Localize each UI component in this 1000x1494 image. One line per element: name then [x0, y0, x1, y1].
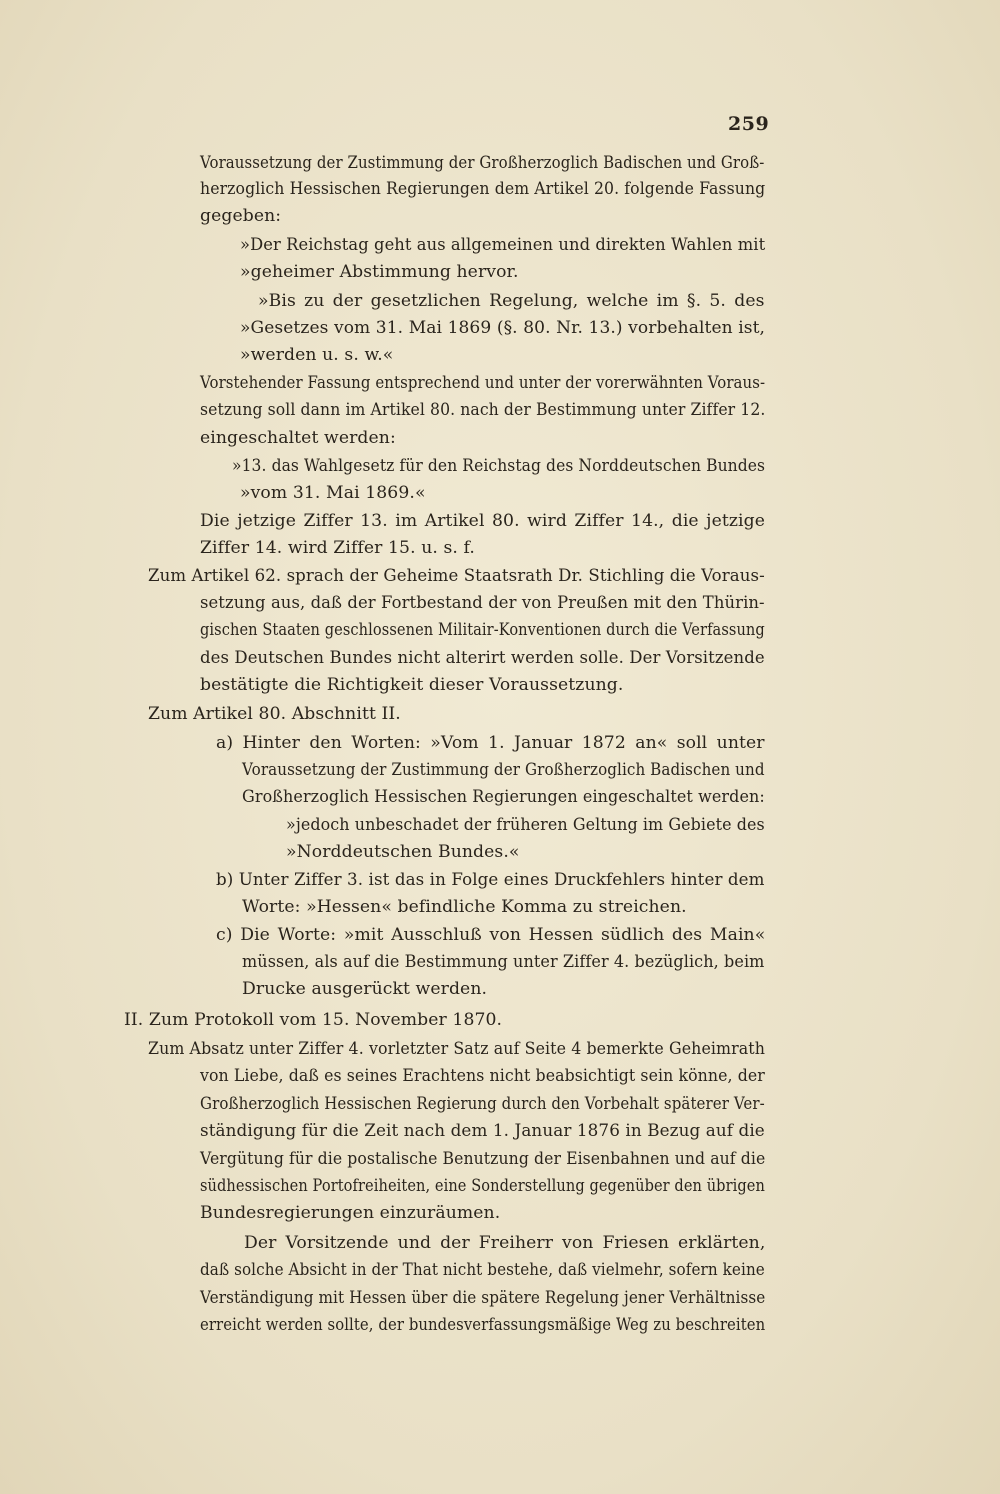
text-line: Die jetzige Ziffer 13. im Artikel 80. wird Ziffer 14., die jetzige — [200, 511, 765, 531]
text-line: Verständigung mit Hessen über die spätere Regelung jener Verhältnisse — [200, 1288, 766, 1308]
text-line: eingeschaltet werden: — [200, 428, 396, 448]
text-line: c) Die Worte: »mit Ausschluß von Hessen südlich des Main« — [216, 925, 766, 945]
text-line: »Norddeutschen Bundes.« — [286, 842, 520, 862]
text-line: Worte: »Hessen« befindliche Komma zu streichen. — [242, 897, 687, 917]
text-line: südhessischen Portofreiheiten, eine Sonderstellung gegenüber den übrigen — [200, 1176, 765, 1196]
text-line: gegeben: — [200, 206, 282, 226]
text-line: »Bis zu der gesetzlichen Regelung, welche im §. 5. des — [258, 291, 765, 311]
text-line: »13. das Wahlgesetz für den Reichstag des Norddeutschen Bundes — [232, 456, 766, 476]
text-line: müssen, als auf die Bestimmung unter Ziffer 4. bezüglich, beim — [242, 952, 765, 972]
text-line: Vergütung für die postalische Benutzung der Eisenbahnen und auf die — [200, 1149, 766, 1169]
text-line: Voraussetzung der Zustimmung der Großherzoglich Badischen und Groß- — [200, 153, 765, 173]
text-line: »Der Reichstag geht aus allgemeinen und direkten Wahlen mit — [240, 235, 766, 255]
text-line: von Liebe, daß es seines Erachtens nicht beabsichtigt sein könne, der — [200, 1066, 765, 1086]
text-line: Großherzoglich Hessischen Regierung durch den Vorbehalt späterer Ver- — [200, 1094, 765, 1114]
text-line: daß solche Absicht in der That nicht bestehe, daß vielmehr, sofern keine — [200, 1260, 765, 1280]
text-line: »werden u. s. w.« — [240, 345, 394, 365]
text-line: Der Vorsitzende und der Freiherr von Friesen erklärten, — [244, 1233, 766, 1253]
text-line: Ziffer 14. wird Ziffer 15. u. s. f. — [200, 538, 475, 558]
text-line: gischen Staaten geschlossenen Militair-Konventionen durch die Verfassung — [200, 620, 765, 640]
text-line: Drucke ausgerückt werden. — [242, 979, 488, 999]
text-line: »Gesetzes vom 31. Mai 1869 (§. 80. Nr. 13.) vorbehalten ist, — [240, 318, 766, 338]
text-line: Zum Absatz unter Ziffer 4. vorletzter Satz auf Seite 4 bemerkte Geheimrath — [148, 1039, 766, 1059]
text-line: »geheimer Abstimmung hervor. — [240, 262, 519, 282]
text-line: des Deutschen Bundes nicht alterirt werden solle. Der Vorsitzende — [200, 648, 765, 668]
text-line: setzung soll dann im Artikel 80. nach der Bestimmung unter Ziffer 12. — [200, 400, 766, 420]
text-line: bestätigte die Richtigkeit dieser Voraussetzung. — [200, 675, 624, 695]
text-line: Zum Artikel 62. sprach der Geheime Staatsrath Dr. Stichling die Voraus- — [148, 566, 765, 586]
text-line: »vom 31. Mai 1869.« — [240, 483, 426, 503]
text-line: Zum Artikel 80. Abschnitt II. — [148, 704, 401, 724]
page-number: 259 — [728, 113, 770, 135]
text-line: b) Unter Ziffer 3. ist das in Folge eines Druckfehlers hinter dem — [216, 870, 765, 890]
text-line: herzoglich Hessischen Regierungen dem Artikel 20. folgende Fassung — [200, 179, 766, 199]
text-line: erreicht werden sollte, der bundesverfassungsmäßige Weg zu beschreiten — [200, 1315, 766, 1335]
text-line: Voraussetzung der Zustimmung der Großherzoglich Badischen und — [242, 760, 765, 780]
text-line: a) Hinter den Worten: »Vom 1. Januar 1872 an« soll unter — [216, 733, 765, 753]
text-line: setzung aus, daß der Fortbestand der von Preußen mit den Thürin- — [200, 593, 765, 613]
section-heading: II. Zum Protokoll vom 15. November 1870. — [124, 1010, 503, 1030]
text-line: ständigung für die Zeit nach dem 1. Januar 1876 in Bezug auf die — [200, 1121, 765, 1141]
text-line: Großherzoglich Hessischen Regierungen eingeschaltet werden: — [242, 787, 765, 807]
text-line: »jedoch unbeschadet der früheren Geltung im Gebiete des — [286, 815, 765, 835]
text-line: Bundesregierungen einzuräumen. — [200, 1203, 501, 1223]
text-line: Vorstehender Fassung entsprechend und unter der vorerwähnten Voraus- — [200, 373, 766, 393]
